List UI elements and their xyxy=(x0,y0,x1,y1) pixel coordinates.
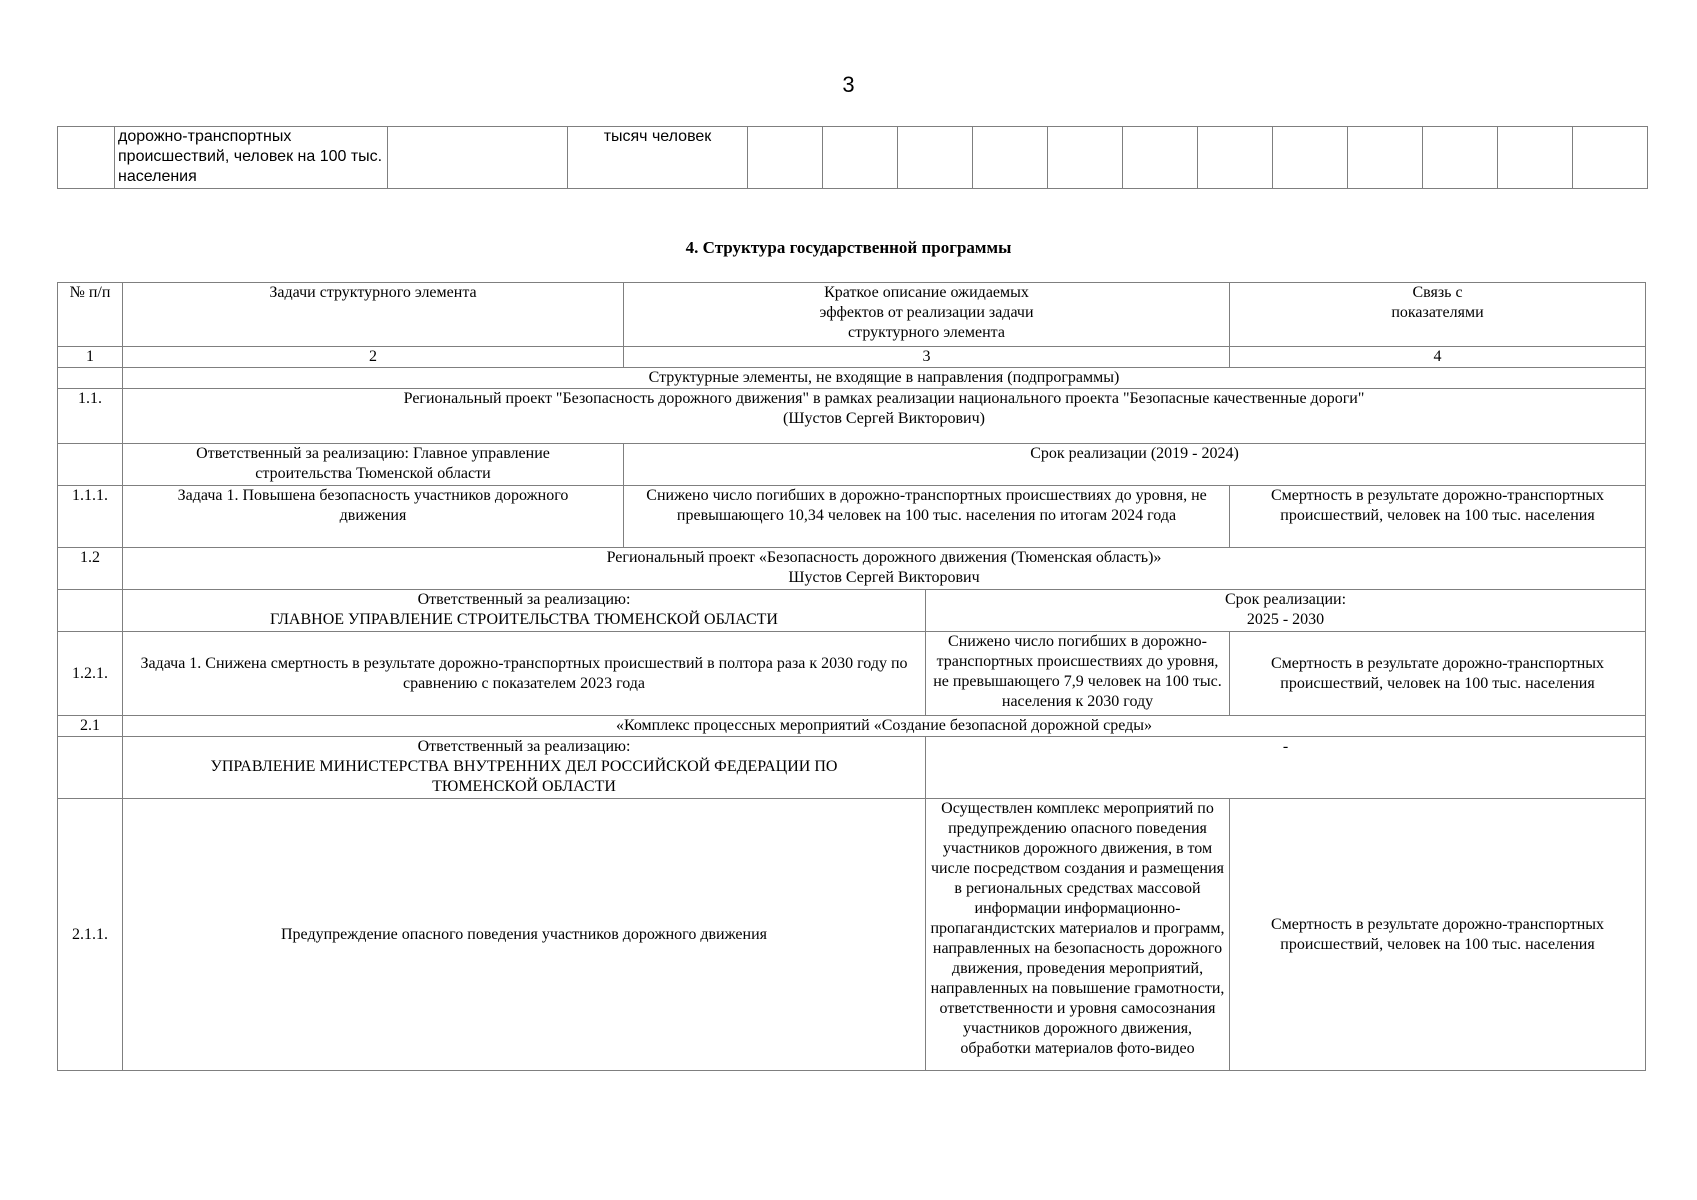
responsible-value: УПРАВЛЕНИЕ МИНИСТЕРСТВА ВНУТРЕННИХ ДЕЛ РОССИЙСКОЙ ФЕДЕРАЦИИ ПО ТЮМЕНСКОЙ ОБЛАСТИ xyxy=(210,758,838,795)
responsible-label: Ответственный за реализацию: xyxy=(417,591,631,608)
task-row xyxy=(58,486,1646,548)
continued-table xyxy=(57,126,1648,189)
col-number: 4 xyxy=(1230,347,1646,368)
row-num: 1.1.1. xyxy=(58,486,123,548)
responsible-cell: Ответственный за реализацию: Главное управление строительства Тюменской области xyxy=(123,444,624,486)
responsible-row xyxy=(58,444,1646,486)
responsible-cell xyxy=(123,590,926,632)
term-label: Срок реализации: xyxy=(1224,591,1347,608)
link-cell: Смертность в результате дорожно-транспортных происшествий, человек на 100 тыс. населения xyxy=(1230,486,1646,548)
header-num: № п/п xyxy=(58,283,123,347)
row-num: 1.2 xyxy=(58,548,123,590)
table-row xyxy=(58,127,1648,189)
link-cell: Смертность в результате дорожно-транспортных происшествий, человек на 100 тыс. населения xyxy=(1230,632,1646,716)
effect-cell: Снижено число погибших в дорожно-транспортных происшествиях до уровня, не превышающего 10,34 человек на 100 тыс. населения по итогам 2024 года xyxy=(624,486,1230,548)
row-num: 1.1. xyxy=(58,389,123,444)
project-row xyxy=(58,716,1646,737)
task-row xyxy=(58,799,1646,1071)
project-row xyxy=(58,548,1646,590)
term-cell: - xyxy=(926,737,1646,799)
term-cell: Срок реализации (2019 - 2024) xyxy=(624,444,1646,486)
task-row xyxy=(58,632,1646,716)
responsible-row xyxy=(58,590,1646,632)
responsible-value: ГЛАВНОЕ УПРАВЛЕНИЕ СТРОИТЕЛЬСТВА ТЮМЕНСКОЙ ОБЛАСТИ xyxy=(270,611,778,628)
header-row xyxy=(58,283,1646,347)
term-value: 2025 - 2030 xyxy=(1246,611,1325,628)
responsible-row xyxy=(58,737,1646,799)
col-number: 1 xyxy=(58,347,123,368)
project-title xyxy=(123,389,1646,444)
project-title: «Комплекс процессных мероприятий «Создание безопасной дорожной среды» xyxy=(123,716,1646,737)
term-cell xyxy=(926,590,1646,632)
effect-cell: Осуществлен комплекс мероприятий по предупреждению опасного поведения участников дорожного движения, в том числе посредством создания и размещения в региональных средствах массовой информации информационно-пропагандистских материалов и программ, направленных на безопасность дорожного движения, проведения мероприятий, направленных на повышение грамотности, ответственности и уровня самосознания участников дорожного движения, обработки материалов фото-видео xyxy=(926,799,1230,1071)
unit-cell: тысяч человек xyxy=(568,127,748,189)
responsible-label: Ответственный за реализацию: xyxy=(417,738,631,755)
section-row xyxy=(58,368,1646,389)
section-label: Структурные элементы, не входящие в направления (подпрограммы) xyxy=(123,368,1646,389)
col-number: 2 xyxy=(123,347,624,368)
col-number: 3 xyxy=(624,347,1230,368)
task-cell: Предупреждение опасного поведения участников дорожного движения xyxy=(123,799,926,1071)
project-name: Региональный проект "Безопасность дорожного движения" в рамках реализации национального проекта "Безопасные качественные дороги" xyxy=(403,390,1365,407)
project-person: Шустов Сергей Викторович xyxy=(788,569,980,586)
responsible-cell xyxy=(123,737,926,799)
project-title xyxy=(123,548,1646,590)
row-num: 2.1.1. xyxy=(58,799,123,1071)
project-name: Региональный проект «Безопасность дорожного движения (Тюменская область)» xyxy=(606,549,1162,566)
effect-cell: Снижено число погибших в дорожно-транспортных происшествиях до уровня, не превышающего 7,9 человек на 100 тыс. населения к 2030 году xyxy=(926,632,1230,716)
program-structure-table xyxy=(57,282,1646,1071)
page-number: 3 xyxy=(842,72,855,97)
link-cell: Смертность в результате дорожно-транспортных происшествий, человек на 100 тыс. населения xyxy=(1230,799,1646,1071)
header-link: Связь с показателями xyxy=(1230,283,1646,347)
section-title: 4. Структура государственной программы xyxy=(685,238,1012,257)
task-cell: Задача 1. Снижена смертность в результате дорожно-транспортных происшествий в полтора раза к 2030 году по сравнению с показателем 2023 года xyxy=(123,632,926,716)
task-cell: Задача 1. Повышена безопасность участников дорожного движения xyxy=(123,486,624,548)
project-row xyxy=(58,389,1646,444)
header-tasks: Задачи структурного элемента xyxy=(123,283,624,347)
row-num: 2.1 xyxy=(58,716,123,737)
project-person: (Шустов Сергей Викторович) xyxy=(783,410,985,427)
indicator-cell: дорожно-транспортных происшествий, человек на 100 тыс. населения xyxy=(115,127,388,189)
column-number-row xyxy=(58,347,1646,368)
header-effects: Краткое описание ожидаемых эффектов от реализации задачи структурного элемента xyxy=(624,283,1230,347)
row-num: 1.2.1. xyxy=(58,632,123,716)
